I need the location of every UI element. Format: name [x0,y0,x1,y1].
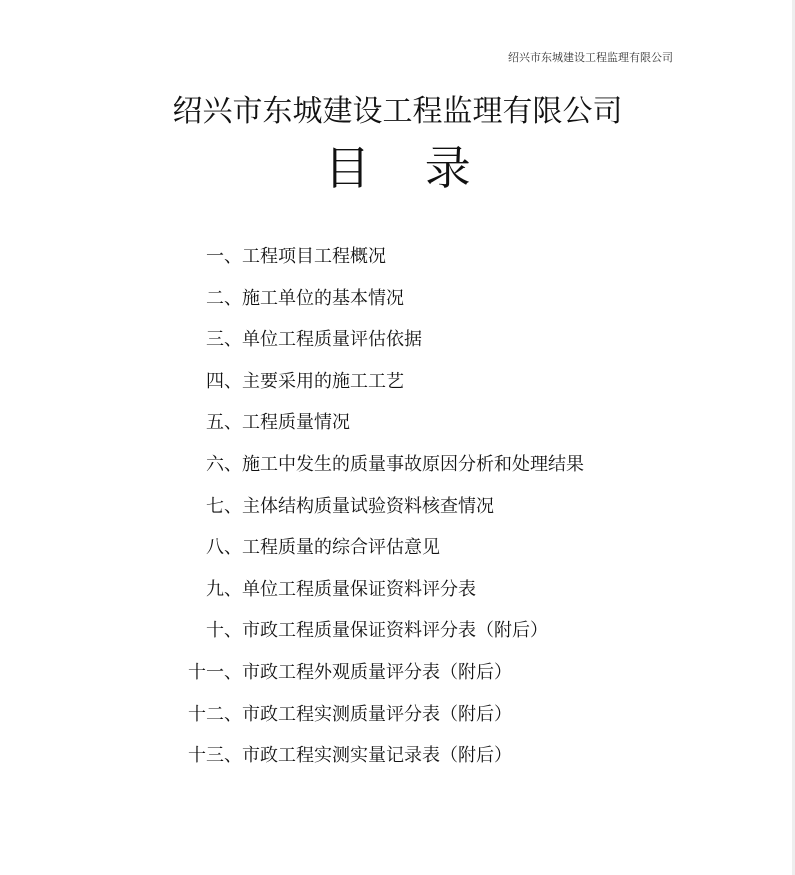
toc-item [0,659,795,701]
toc-item-number: 十三、 [188,745,242,767]
toc-item [0,409,795,451]
toc-item [0,243,795,285]
toc-item-number: 十一、 [188,661,242,683]
page-header-company: 绍兴市东城建设工程监理有限公司 [508,51,673,64]
toc-item-text: 工程项目工程概况 [242,246,386,267]
toc-item [0,742,795,784]
table-of-contents [0,243,795,784]
toc-item-number: 九、 [206,578,242,600]
toc-item [0,617,795,659]
toc-item-text: 施工单位的基本情况 [242,287,404,309]
toc-item-number: 六、 [206,453,242,475]
toc-item-text: 市政工程质量保证资料评分表（附后） [242,620,548,642]
toc-item-text: 工程质量的综合评估意见 [242,537,440,559]
toc-item-number: 一、 [206,246,242,267]
toc-item-number: 十二、 [188,703,242,725]
toc-item-text: 市政工程外观质量评分表（附后） [242,661,512,683]
toc-item-number: 二、 [206,287,242,309]
toc-item-text: 主体结构质量试验资料核查情况 [242,495,494,517]
toc-item [0,285,795,327]
toc-item-text: 主要采用的施工工艺 [242,370,404,392]
toc-heading: 目 录 [324,141,491,195]
toc-item-number: 七、 [206,495,242,517]
toc-item-number: 五、 [206,412,242,434]
toc-item-text: 市政工程实测质量评分表（附后） [242,703,512,725]
toc-item-text: 单位工程质量评估依据 [242,329,422,351]
toc-item-text: 工程质量情况 [242,412,350,434]
toc-item [0,326,795,368]
toc-item-number: 四、 [206,370,242,392]
company-title: 绍兴市东城建设工程监理有限公司 [172,94,623,129]
toc-item-text: 施工中发生的质量事故原因分析和处理结果 [242,453,584,475]
toc-item [0,576,795,618]
toc-item [0,701,795,743]
toc-item-text: 单位工程质量保证资料评分表 [242,578,476,600]
toc-item [0,534,795,576]
toc-item [0,493,795,535]
toc-item-number: 十、 [206,620,242,642]
toc-item-number: 三、 [206,329,242,351]
toc-item [0,368,795,410]
toc-item [0,451,795,493]
toc-item-number: 八、 [206,537,242,559]
toc-item-text: 市政工程实测实量记录表（附后） [242,745,512,767]
